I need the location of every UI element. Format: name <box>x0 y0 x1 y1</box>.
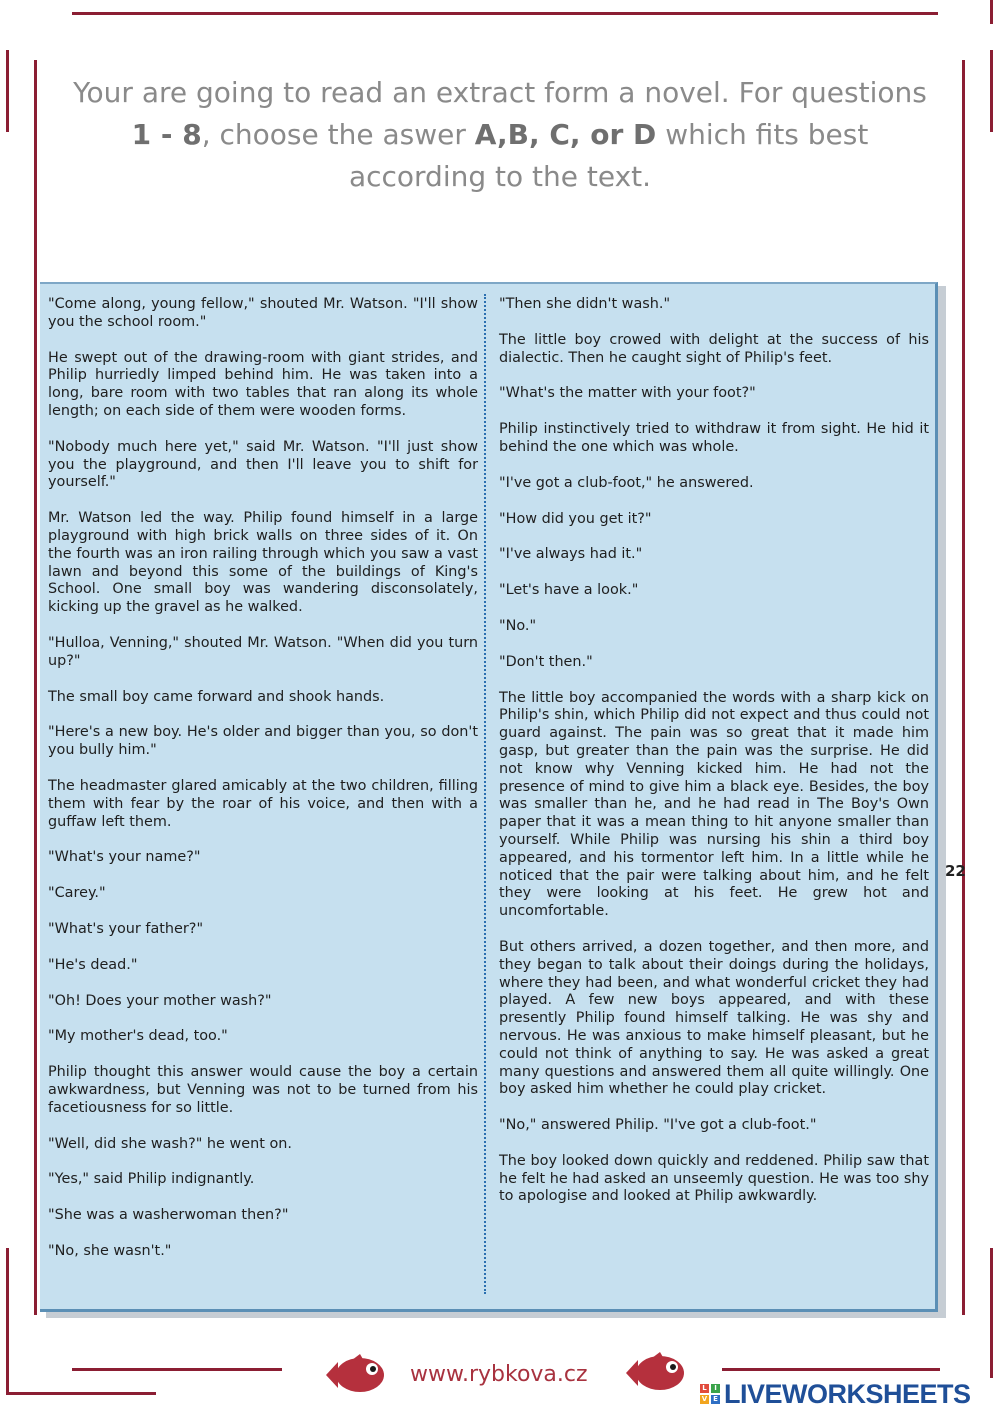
question-range: 1 - 8 <box>131 118 202 151</box>
instructions-text-3: which fits best according to the text. <box>348 118 869 193</box>
paragraph: Philip thought this answer would cause the boy a certain awkwardness, but Venning was not to be turned from his facetiousness for so little. <box>48 1064 478 1116</box>
paragraph: Mr. Watson led the way. Philip found himself in a large playground with high brick walls on three sides of it. On the fourth was an iron railing through which you saw a vast lawn and beyond this some of the buildings of King's School. One small boy was wandering disconsolately, kicking up the gravel as he walked. <box>48 510 478 616</box>
paragraph: "No, she wasn't." <box>48 1242 172 1259</box>
right-rule-bottom <box>990 1248 993 1378</box>
paragraph: "He's dead." <box>48 956 138 973</box>
paragraph: "What's your name?" <box>48 849 201 866</box>
bottom-rule-right <box>722 1368 940 1371</box>
text-column-left <box>48 296 478 1279</box>
bottom-rule-mid <box>72 1368 282 1371</box>
paragraph: "No." <box>499 617 537 634</box>
logo-mark <box>700 1384 720 1404</box>
paragraph: Philip instinctively tried to withdraw it from sight. He hid it behind the one which was whole. <box>499 421 929 455</box>
frame-right <box>962 60 965 1315</box>
logo-letter: E <box>711 1395 720 1404</box>
footer-url[interactable]: www.rybkova.cz <box>410 1362 588 1387</box>
paragraph: "I've always had it." <box>499 546 643 563</box>
right-rule-top <box>990 0 993 24</box>
paragraph: "Here's a new boy. He's older and bigger than you, so don't you bully him." <box>48 724 478 759</box>
page-number: 22 <box>945 862 966 880</box>
instructions <box>70 72 930 198</box>
answer-options: A,B, C, or D <box>474 118 657 151</box>
fish-icon <box>322 1352 388 1398</box>
fish-icon <box>622 1350 688 1396</box>
logo-letter: I <box>711 1384 720 1393</box>
paragraph: "Then she didn't wash." <box>499 296 671 312</box>
scanned-page <box>40 282 938 1312</box>
frame-left <box>34 60 37 1315</box>
paragraph: "Carey." <box>48 885 106 902</box>
paragraph: "Let's have a look." <box>499 582 639 599</box>
paragraph: The small boy came forward and shook hands. <box>48 688 385 705</box>
paragraph: "Well, did she wash?" he went on. <box>48 1135 292 1152</box>
liveworksheets-logo[interactable] <box>700 1378 971 1410</box>
paragraph: "No," answered Philip. "I've got a club-foot." <box>499 1117 817 1134</box>
left-rule-top <box>6 50 9 132</box>
paragraph: The little boy crowed with delight at the success of his dialectic. Then he caught sight of Philip's feet. <box>499 331 929 366</box>
paragraph: "Hulloa, Venning," shouted Mr. Watson. "When did you turn up?" <box>48 634 478 669</box>
paragraph: The headmaster glared amicably at the two children, filling them with fear by the roar of his voice, and then with a guffaw left them. <box>48 777 478 830</box>
text-column-right <box>499 296 929 1224</box>
top-rule <box>72 12 938 15</box>
paragraph: "How did you get it?" <box>499 510 652 527</box>
paragraph: "What's the matter with your foot?" <box>499 385 756 402</box>
paragraph: "What's your father?" <box>48 920 204 937</box>
bottom-rule-left <box>6 1392 156 1395</box>
paragraph: "She was a washerwoman then?" <box>48 1207 289 1224</box>
paragraph: "Nobody much here yet," said Mr. Watson. "I'll just show you the playground, and then I'll leave you to shift for yourself." <box>48 438 478 491</box>
paragraph: The boy looked down quickly and reddened. Philip saw that he felt he had asked an unseemly question. He was too shy to apologise and looked at Philip awkwardly. <box>499 1152 929 1205</box>
paragraph: "Yes," said Philip indignantly. <box>48 1171 255 1188</box>
paragraph: "Come along, young fellow," shouted Mr. Watson. "I'll show you the school room." <box>48 296 478 330</box>
paragraph: "My mother's dead, too." <box>48 1028 228 1045</box>
column-divider <box>484 294 486 1294</box>
paragraph: "Don't then." <box>499 653 593 670</box>
right-rule-side <box>990 50 993 132</box>
paragraph: But others arrived, a dozen together, and then more, and they began to talk about their doings during the holidays, where they had been, and what wonderful cricket they had played. A few new boys appeared, and with these presently Philip found himself talking. He was shy and nervous. He was anxious to make himself pleasant, but he could not think of anything to say. He was asked a great many questions and answered them all quite willingly. One boy asked him whether he could play cricket. <box>499 938 929 1098</box>
paragraph: "I've got a club-foot," he answered. <box>499 474 754 491</box>
instructions-text-2: , choose the aswer <box>201 118 475 151</box>
logo-letter: V <box>701 1395 708 1403</box>
logo-letter: L <box>700 1384 709 1393</box>
paragraph: "Oh! Does your mother wash?" <box>48 992 272 1009</box>
brand-name: LIVEWORKSHEETS <box>724 1378 971 1409</box>
paragraph: The little boy accompanied the words with a sharp kick on Philip's shin, which Philip did not expect and thus could not guard against. The pain was so great that it made him gasp, but greater than the pain was the surprise. He did not know why Venning kicked him. He had not the presence of mind to give him a black eye. Besides, the boy was smaller than he, and he had read in The Boy's Own paper that it was a mean thing to hit anyone smaller than yourself. While Philip was nursing his shin a third boy appeared, and his tormentor left him. In a little while he noticed that the pair were talking about him, and he felt they were looking at his feet. He grew hot and uncomfortable. <box>499 689 929 920</box>
left-rule-bottom <box>6 1248 9 1393</box>
instructions-text-1: Your are going to read an extract form a novel. For questions <box>73 76 927 109</box>
paragraph: He swept out of the drawing-room with giant strides, and Philip hurriedly limped behind him. He was taken into a long, bare room with two tables that ran along its whole length; on each side of them were wooden forms. <box>48 349 478 419</box>
